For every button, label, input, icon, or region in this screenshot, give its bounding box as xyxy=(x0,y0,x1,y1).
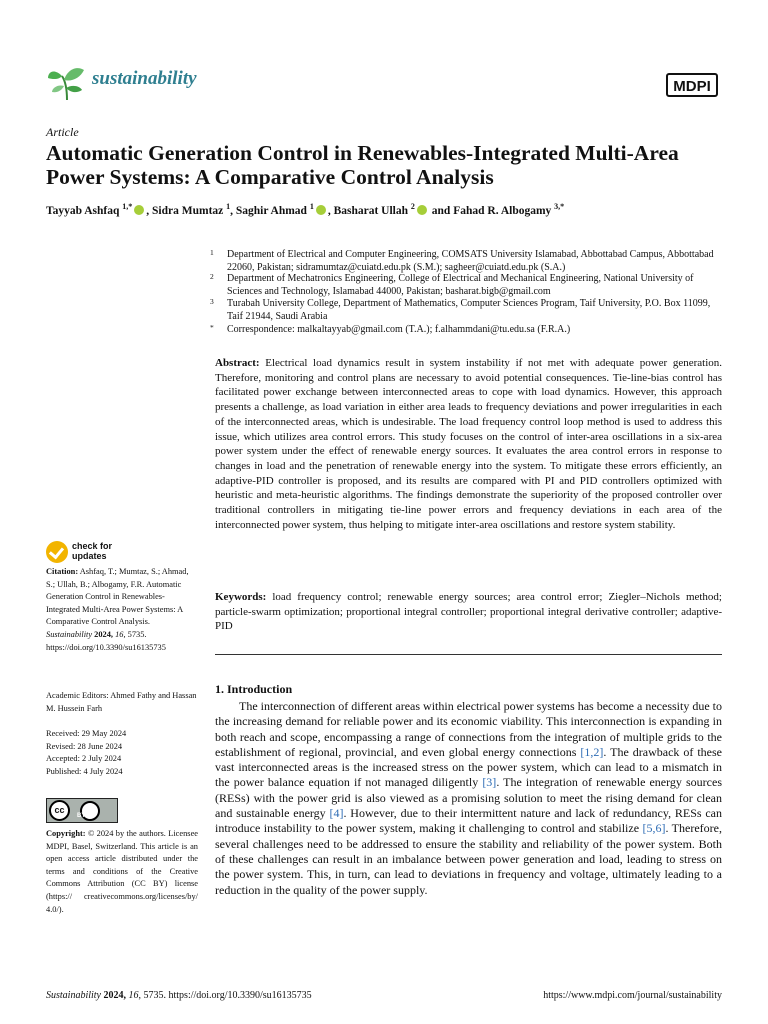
sustainability-logo-icon xyxy=(46,62,88,102)
affiliation-number: 1 xyxy=(210,248,214,257)
mdpi-logo[interactable]: MDPI xyxy=(666,73,718,97)
affiliation xyxy=(210,272,725,298)
abstract xyxy=(215,356,722,532)
citation-text: Ashfaq, T.; Mumtaz, S.; Ahmad, S.; Ullah, B.; Albogamy, F.R. Automatic Generation Control in Renewables-Integrated Multi-Area Power Systems: A Comparative Control Analysis. xyxy=(46,567,189,627)
keywords-label: Keywords: xyxy=(215,591,267,603)
section-divider xyxy=(215,654,722,655)
affiliation-text: Department of Mechatronics Engineering, College of Electrical and Mechanical Engineering, National University of Sciences and Technology, Islamabad 44000, Pakistan; basharat.bigb@gmail.com xyxy=(227,273,694,297)
affiliation-text: Department of Electrical and Computer Engineering, COMSATS University Islamabad, Abbottabad Campus, Abbottabad 22060, Pakistan; sidramumtaz@cuiatd.edu.pk (S.M.); sagheer@cuiatd.edu.pk (S.A.) xyxy=(227,249,714,273)
author-name[interactable]: Sidra Mumtaz xyxy=(152,204,224,217)
author-affil-sup: 3,* xyxy=(554,202,565,211)
revised-date: Revised: 28 June 2024 xyxy=(46,741,123,751)
affiliation-number: 3 xyxy=(210,297,214,306)
dates-block xyxy=(46,728,198,778)
citation-journal: Sustainability xyxy=(46,629,93,639)
keywords xyxy=(215,590,722,634)
intro-text: . However, due to their intermittent nature and lack of redundancy, RESs can introduce instability to the power system, making it challenging to control and stabilize xyxy=(215,806,723,836)
check-updates-text xyxy=(72,541,112,561)
affiliation-text: Correspondence: malkaltayyab@gmail.com (T.A.); f.alhammdani@tu.edu.sa (F.R.A.) xyxy=(227,324,571,335)
creative-commons-icon: cc xyxy=(49,800,70,821)
affiliation xyxy=(210,297,725,323)
article-type: Article xyxy=(46,125,79,139)
author-affil-sup: 1,* xyxy=(122,202,133,211)
intro-text: . Therefore, several challenges need to be addressed to ensure the stability and reliability of the power system. Both of these challenges can result in an imbalance between power generation and load, leading to stress on the power system. This, in turn, can lead to deviations in frequency and voltage, ultimately leading to a reduction in the quality of the power supply. xyxy=(215,821,722,897)
orcid-icon[interactable] xyxy=(417,205,427,215)
orcid-icon[interactable] xyxy=(316,205,326,215)
copyright-label: Copyright: xyxy=(46,829,86,838)
citation-block xyxy=(46,566,198,654)
affiliation-text: Turabah University College, Department of Mathematics, Computer Sciences Program, Taif University, P.O. Box 11099, Taif 21944, Saudi Arabia xyxy=(227,298,711,322)
author-list: Tayyab Ashfaq $^{1,*}$ , Sidra Mumtaz $^1$, Saghir Ahmad $^1$ , Basharat Ullah $^2$ and Fahad R. Albogamy $^{3,*}$ xyxy=(46,202,565,217)
abstract-text: Electrical load dynamics result in system instability if not met with adequate power generation. Therefore, monitoring and control plans are necessary to avoid potential consequences. Tie-line-bias control has facilitated power exchange between interconnected areas to cope with load dynamics. However, this approach presents a challenge, as load variation in either area leads to frequency deviations and power irregularities in each of the interconnected areas, which is undesirable. The load frequency control loop method is used to address this issue, which utilizes area control errors. This study focuses on the control of inter-area oscillations in a six-area power system under the effect of renewable energy sources. It evaluates the area control errors in response to changes in load and the penetration of renewable energy into the system. To mitigate these errors efficiently, an adaptive-PID controller is proposed, and its results are compared with PI and PID controllers optimized with heuristic and meta-heuristic algorithms. The findings demonstrate the superiority of the proposed controller over traditional controllers in mitigating tie-line power errors and frequency deviations in each area of the interconnected power system, thus helping to mitigate inter-area oscillations and restore system stability. xyxy=(215,357,723,531)
intro-text: . The integration of renewable energy sources (RESs) with the power grid is also viewed as a promising solution to meet the rising demand for clean and sustainable energy xyxy=(215,775,722,821)
introduction-paragraph xyxy=(215,699,722,898)
citation-link[interactable]: [5,6] xyxy=(642,821,666,836)
citation-doi[interactable]: 5735. https://doi.org/10.3390/su16135735 xyxy=(46,629,166,652)
check-for-updates-badge[interactable] xyxy=(46,540,196,564)
check-icon xyxy=(46,541,68,563)
article-title: Automatic Generation Control in Renewables-Integrated Multi-Area Power Systems: A Comparative Control Analysis xyxy=(46,141,679,189)
orcid-icon[interactable] xyxy=(134,205,144,215)
footer-journal-url[interactable]: https://www.mdpi.com/journal/sustainability xyxy=(543,990,722,1001)
received-date: Received: 29 May 2024 xyxy=(46,729,127,738)
cc-by-license-badge[interactable] xyxy=(46,798,118,823)
footer-journal: Sustainability xyxy=(46,990,101,1001)
footer-volume: 16, xyxy=(128,990,141,1001)
copyright-block xyxy=(46,828,198,916)
footer-citation xyxy=(46,990,312,1001)
cc-by-label: BY xyxy=(77,813,86,819)
footer-doi[interactable]: 5735. https://doi.org/10.3390/su16135735 xyxy=(143,990,312,1001)
citation-volume: 16, xyxy=(115,629,126,639)
author-affil-sup: 1 xyxy=(226,202,231,211)
author-name[interactable]: Tayyab Ashfaq xyxy=(46,204,120,217)
affiliation xyxy=(210,248,725,274)
correspondence xyxy=(210,323,725,336)
author-name[interactable]: Basharat Ullah xyxy=(333,204,409,217)
citation-link[interactable]: [1,2] xyxy=(580,744,604,759)
citation-label: Citation: xyxy=(46,567,79,576)
check-updates-line: updates xyxy=(72,551,107,561)
affiliation-number: 2 xyxy=(210,272,214,281)
citation-link[interactable]: [4] xyxy=(329,806,344,821)
copyright-text: © 2024 by the authors. Licensee MDPI, Basel, Switzerland. This article is an open access article distributed under the terms and conditions of the Creative Commons Attribution (CC BY) license (https:// creativecommons.org/licenses/by/ 4.0/). xyxy=(46,829,198,914)
footer-year: 2024, xyxy=(103,990,126,1001)
citation-year: 2024, xyxy=(94,629,113,639)
author-affil-sup: 2 xyxy=(410,202,415,211)
affiliation-number: * xyxy=(210,323,214,332)
section-heading: 1. Introduction xyxy=(215,682,293,696)
academic-editors: Academic Editors: Ahmed Fathy and Hassan M. Hussein Farh xyxy=(46,691,197,713)
author-affil-sup: 1 xyxy=(309,202,314,211)
journal-name[interactable]: sustainability xyxy=(92,68,197,89)
citation-link[interactable]: [3] xyxy=(482,775,497,790)
published-date: Published: 4 July 2024 xyxy=(46,766,123,776)
check-updates-line: check for xyxy=(72,541,113,551)
abstract-label: Abstract: xyxy=(215,357,260,369)
accepted-date: Accepted: 2 July 2024 xyxy=(46,754,122,764)
author-name[interactable]: Fahad R. Albogamy xyxy=(453,204,552,217)
keywords-text: load frequency control; renewable energy sources; area control error; Ziegler–Nichols method; particle-swarm optimization; proportional integral controller; proportional integral derivative controller; adaptive-PID xyxy=(215,591,722,633)
intro-text: . The drawback of these vast interconnected areas is the increased stress on the power system, which can lead to a mismatch in the power balance equation if not managed diligently xyxy=(215,744,722,790)
intro-text: The interconnection of different areas within electrical power systems has become a necessity due to the increasing demand for reliable power and its economic viability. This interconnection is expanding in both reach and scope, encompassing a range of connections from the integration of multiple grids to the establishment of regional, provincial, and even global energy connections xyxy=(215,699,722,759)
author-name[interactable]: Saghir Ahmad xyxy=(235,204,307,217)
